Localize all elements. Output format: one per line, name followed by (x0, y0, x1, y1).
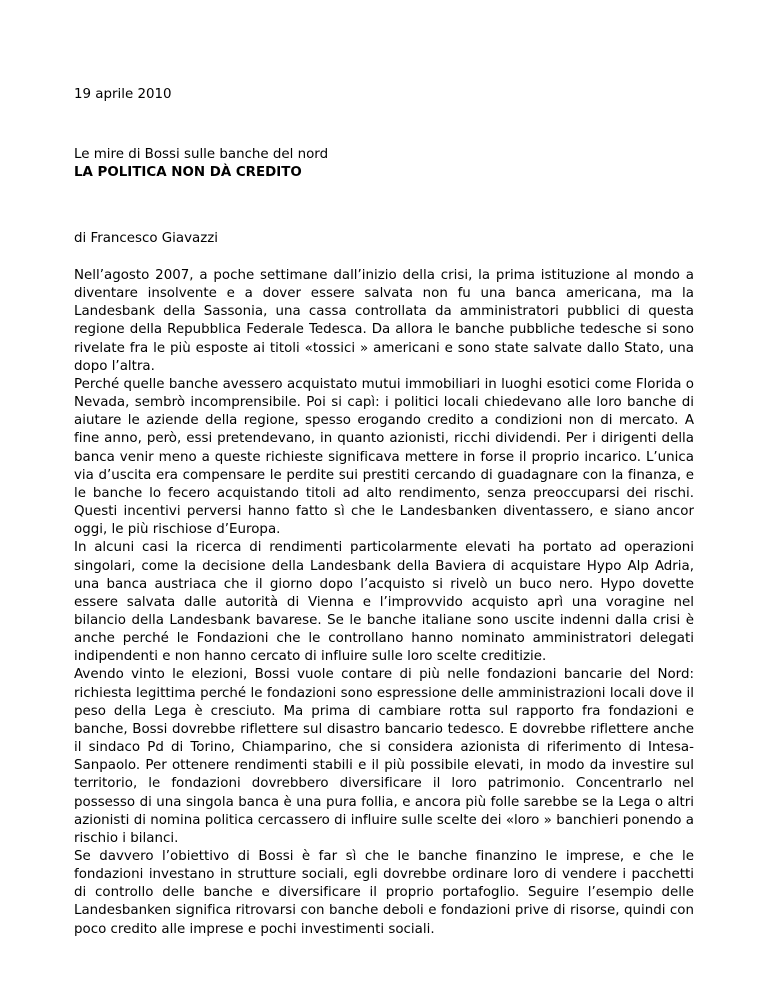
article-kicker: Le mire di Bossi sulle banche del nord (74, 147, 329, 162)
article-paragraph: Se davvero l’obiettivo di Bossi è far sì che le banche finanzino le imprese, e che le fondazioni investano in strutture sociali, egli dovrebbe ordinare loro di vendere i pacchetti di controllo delle banche e diversificare il proprio portafoglio. Seguire l’esempio delle Landesbanken significa ritrovarsi con banche deboli e fondazioni prive di risorse, quindi con poco credito alle imprese e pochi investimenti sociali. (74, 849, 694, 937)
article-byline: di Francesco Giavazzi (74, 231, 219, 246)
article-paragraph: Perché quelle banche avessero acquistato mutui immobiliari in luoghi esotici come Florida o Nevada, sembrò incomprensibile. Poi si capì: i politici locali chiedevano alle loro banche di aiutare le aziende della regione, spesso erogando credito a condizioni non di mercato. A fine anno, però, essi pretendevano, in quanto azionisti, ricchi dividendi. Per i dirigenti della banca venir meno a queste richieste significava mettere in forse il proprio incarico. L’unica via d’uscita era compensare le perdite sui prestiti cercando di guadagnare con la finanza, e le banche lo fecero acquistando titoli ad alto rendimento, senza preoccuparsi dei rischi. Questi incentivi perversi hanno fatto sì che le Landesbanken diventassero, e siano ancor oggi, le più rischiose d’Europa. (74, 376, 694, 538)
article-date: 19 aprile 2010 (74, 87, 172, 102)
article-paragraph: Nell’agosto 2007, a poche settimane dall’inizio della crisi, la prima istituzione al mondo a diventare insolvente e a dover essere salvata non fu una banca americana, ma la Landesbank della Sassonia, una cassa controllata da amministratori pubblici di questa regione della Repubblica Federale Tedesca. Da allora le banche pubbliche tedesche si sono rivelate fra le più esposte ai titoli «tossici » americani e sono state salvate dallo Stato, una dopo l’altra. (74, 268, 694, 374)
article-paragraph: In alcuni casi la ricerca di rendimenti particolarmente elevati ha portato ad operazioni singolari, come la decisione della Landesbank della Baviera di acquistare Hypo Alp Adria, una banca austriaca che il giorno dopo l’acquisto si rivelò un buco nero. Hypo dovette essere salvata dalle autorità di Vienna e l’improvvido acquisto aprì una voragine nel bilancio della Landesbank bavarese. Se le banche italiane sono uscite indenni dalla crisi è anche perché le Fondazioni che le controllano hanno nominato amministratori delegati indipendenti e non hanno cercato di influire sulle loro scelte creditizie. (74, 540, 694, 665)
article-paragraph: Avendo vinto le elezioni, Bossi vuole contare di più nelle fondazioni bancarie del Nord: richiesta legittima perché le fondazioni sono espressione delle amministrazioni locali dove il peso della Lega è cresciuto. Ma prima di cambiare rotta sul rapporto fra fondazioni e banche, Bossi dovrebbe riflettere sul disastro bancario tedesco. E dovrebbe riflettere anche il sindaco Pd di Torino, Chiamparino, che si considera azionista di riferimento di Intesa-Sanpaolo. Per ottenere rendimenti stabili e il più possibile elevati, in modo da investire sul territorio, le fondazioni dovrebbero diversificare il loro patrimonio. Concentrarlo nel possesso di una singola banca è una pura follia, e ancora più folle sarebbe se la Lega o altri azionisti di nomina politica cercassero di influire sulle scelte dei «loro » banchieri ponendo a rischio i bilanci. (74, 667, 694, 846)
article-body (74, 267, 694, 939)
article-headline: LA POLITICA NON DÀ CREDITO (74, 165, 302, 180)
